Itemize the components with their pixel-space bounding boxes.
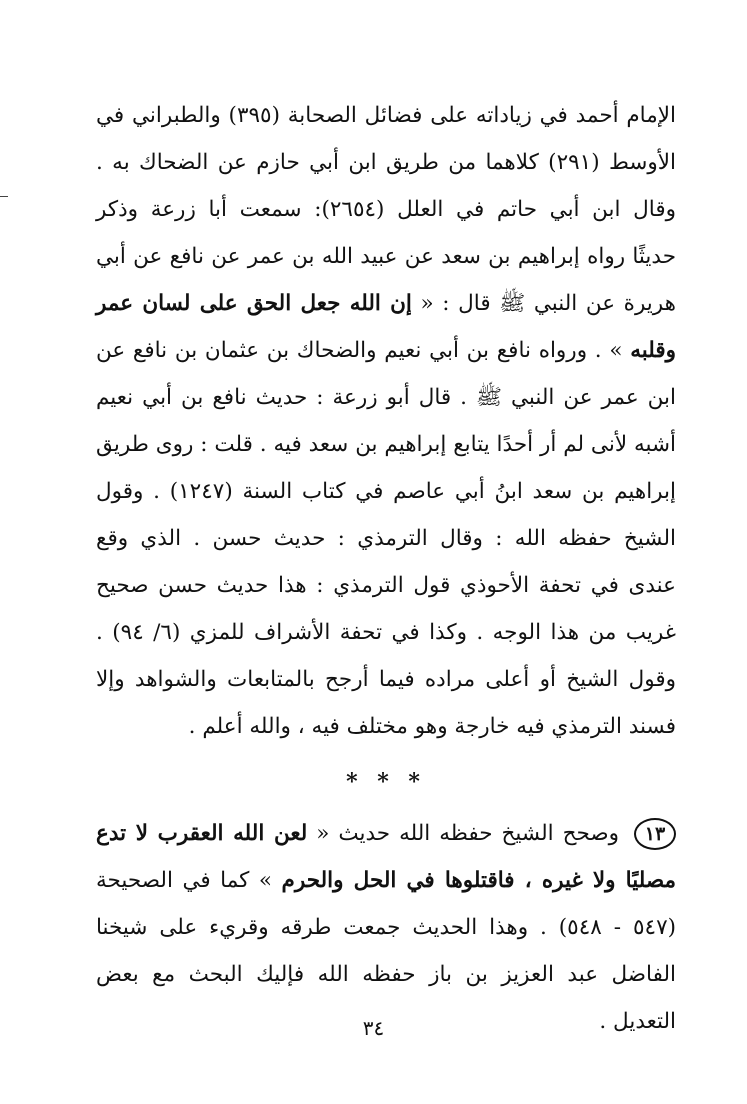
- hadith-quote-2b: مصليًا ولا غيره ، فاقتلوها في الحل والحرم: [281, 868, 676, 893]
- text-line-13: وقول الشيخ أو أعلى مراده فيما أرجح بالمتابعات والشواهد وإلا: [96, 667, 676, 692]
- hadith-quote-2a: لعن الله العقرب لا تدع: [96, 821, 308, 846]
- section-number-badge: ١٣: [634, 818, 676, 850]
- hadith-quote-1a: إن الله جعل الحق على لسان عمر: [96, 291, 412, 316]
- section-line-1: [96, 810, 676, 857]
- text-line-1: الإمام أحمد في زياداته على فضائل الصحابة (٣٩٥) والطبراني في: [96, 103, 676, 128]
- text-line-11: عندى في تحفة الأحوذي قول الترمذي : هذا حديث حسن صحيح: [96, 573, 676, 598]
- text-line-6: [96, 327, 676, 374]
- page-number: ٣٤: [362, 1016, 385, 1040]
- scan-edge-mark: [0, 196, 8, 197]
- section-line-2-plain: » كما في الصحيحة: [96, 868, 282, 893]
- section-line-1-plain: وصحح الشيخ حفظه الله حديث «: [307, 821, 628, 846]
- text-line-7: ابن عمر عن النبي ﷺ . قال أبو زرعة : حديث نافع بن أبي نعيم: [96, 385, 676, 410]
- text-block: [96, 92, 676, 1045]
- text-line-14: فسند الترمذي فيه خارجة وهو مختلف فيه ، والله أعلم .: [188, 714, 676, 739]
- section-line-5: التعديل .: [599, 1009, 676, 1034]
- text-line-4: حديثًا رواه إبراهيم بن سعد عن عبيد الله بن عمر عن نافع عن أبي: [96, 244, 676, 269]
- text-line-8: أشبه لأنى لم أر أحدًا يتابع إبراهيم بن سعد فيه . قلت : روى طريق: [96, 432, 676, 457]
- section-line-3: (٥٤٧ - ٥٤٨) . وهذا الحديث جمعت طرقه وقريء على شيخنا: [96, 915, 677, 940]
- text-line-6-plain: » . ورواه نافع بن أبي نعيم والضحاك بن عثمان بن نافع عن: [96, 338, 631, 363]
- section-line-4: الفاضل عبد العزيز بن باز حفظه الله فإليك البحث مع بعض: [96, 962, 676, 987]
- section-divider: * * *: [346, 769, 426, 795]
- text-line-10: الشيخ حفظه الله : وقال الترمذي : حديث حسن . الذي وقع: [96, 526, 676, 551]
- text-line-3: وقال ابن أبي حاتم في العلل (٢٦٥٤): سمعت أبا زرعة وذكر: [96, 197, 676, 222]
- text-line-12: غريب من هذا الوجه . وكذا في تحفة الأشراف للمزي (٦/ ٩٤) .: [96, 620, 677, 645]
- text-line-5: [96, 280, 676, 327]
- text-line-2: الأوسط (٢٩١) كلاهما من طريق ابن أبي حازم عن الضحاك به .: [96, 150, 677, 175]
- section-line-2: [96, 857, 676, 904]
- text-line-5-plain: هريرة عن النبي ﷺ قال : «: [411, 291, 676, 316]
- text-line-9: إبراهيم بن سعد ابنُ أبي عاصم في كتاب السنة (١٢٤٧) . وقول: [96, 479, 676, 504]
- hadith-quote-1b: وقلبه: [630, 338, 676, 363]
